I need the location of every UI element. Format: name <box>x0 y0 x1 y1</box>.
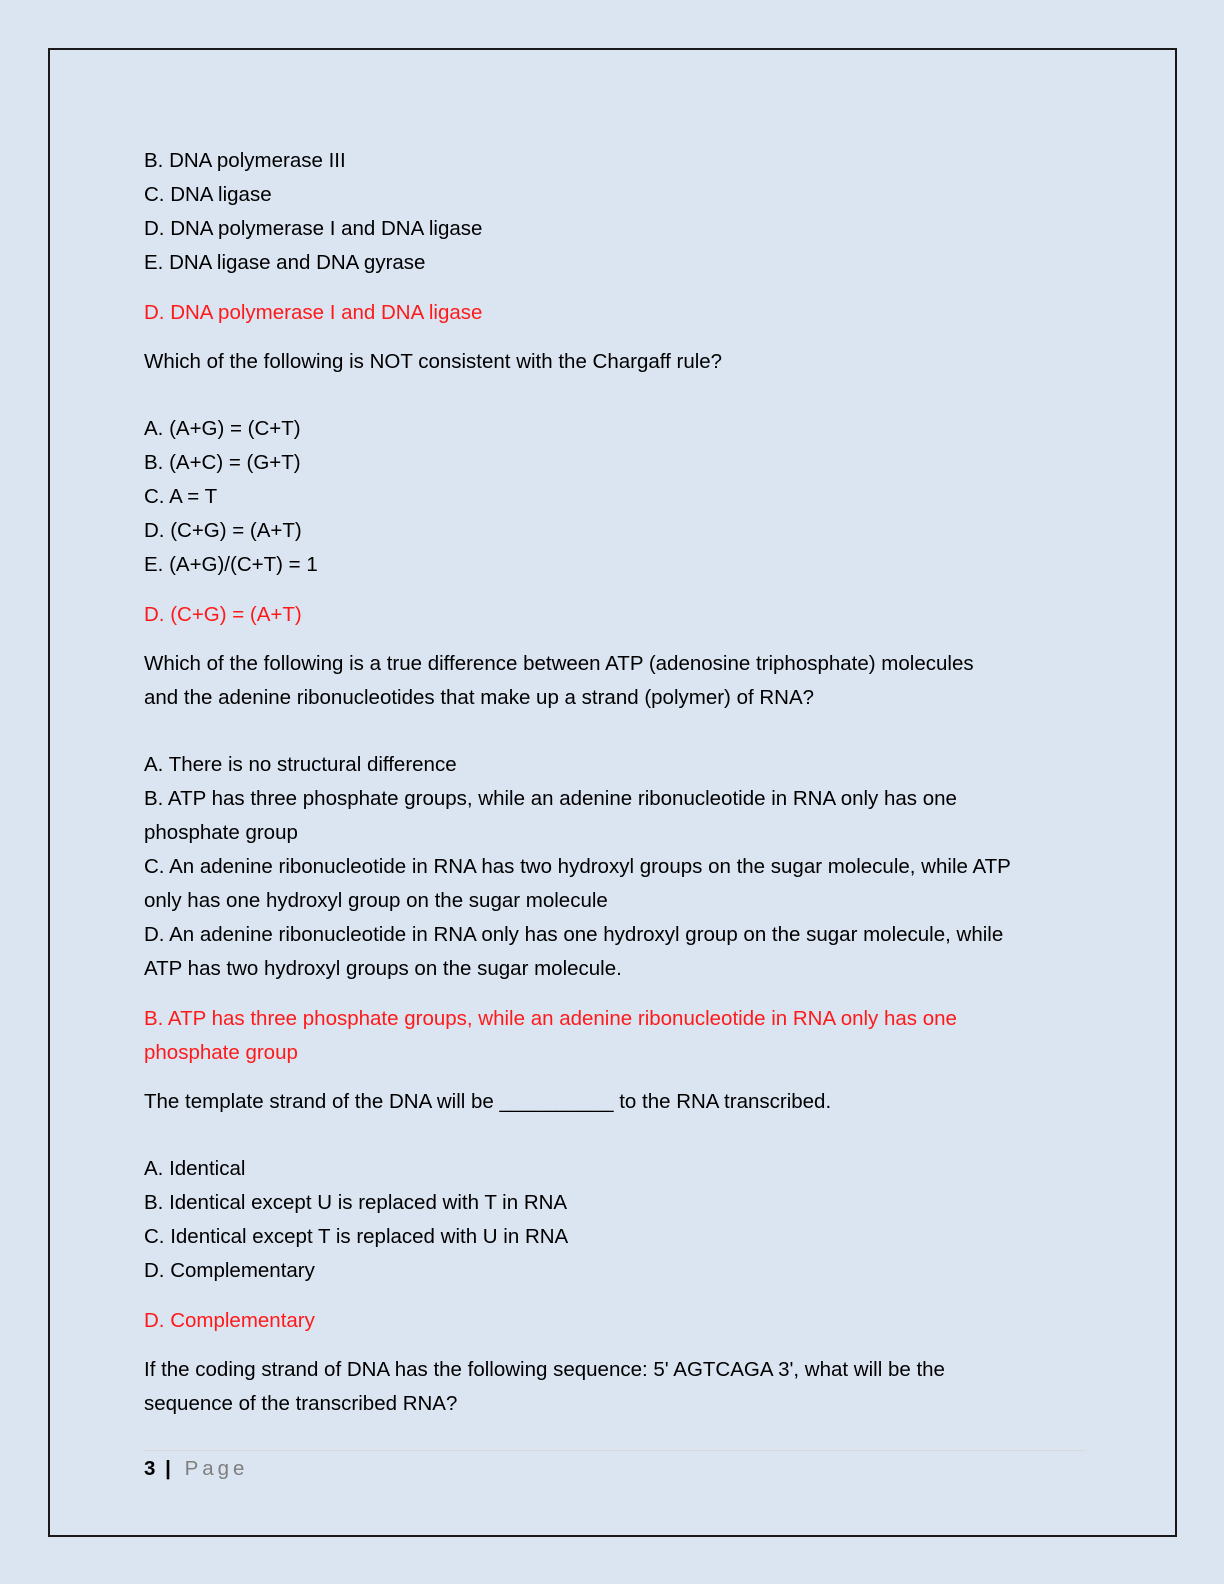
q3-option-b: B. ATP has three phosphate groups, while an adenine ribonucleotide in RNA only has one <box>144 787 957 810</box>
q2-option-c: C. A = T <box>144 485 218 508</box>
q3-option-c: C. An adenine ribonucleotide in RNA has two hydroxyl groups on the sugar molecule, while ATP <box>144 855 1011 878</box>
q3-option-b-cont: phosphate group <box>144 821 298 844</box>
q1-option-e: E. DNA ligase and DNA gyrase <box>144 251 426 274</box>
q1-answer: D. DNA polymerase I and DNA ligase <box>144 301 483 324</box>
q3-option-d: D. An adenine ribonucleotide in RNA only has one hydroxyl group on the sugar molecule, while <box>144 923 1004 946</box>
q2-question: Which of the following is NOT consistent with the Chargaff rule? <box>144 350 723 373</box>
q2-option-a: A. (A+G) = (C+T) <box>144 417 301 440</box>
q3-option-d-cont: ATP has two hydroxyl groups on the sugar molecule. <box>144 957 622 980</box>
q5-question-line-1: If the coding strand of DNA has the following sequence: 5' AGTCAGA 3', what will be the <box>144 1358 945 1381</box>
q2-options <box>144 412 1074 582</box>
q3-question <box>144 647 1074 715</box>
q2-option-d: D. (C+G) = (A+T) <box>144 519 302 542</box>
q3-question-line-1: Which of the following is a true difference between ATP (adenosine triphosphate) molecules <box>144 652 974 675</box>
q4-options <box>144 1152 1074 1288</box>
q3-options <box>144 748 1074 986</box>
q3-option-c-cont: only has one hydroxyl group on the sugar molecule <box>144 889 608 912</box>
page-number: 3 <box>144 1457 156 1480</box>
q2-answer: D. (C+G) = (A+T) <box>144 603 302 626</box>
q1-option-c: C. DNA ligase <box>144 183 272 206</box>
footer-divider <box>144 1450 1086 1451</box>
q5-question-line-2: sequence of the transcribed RNA? <box>144 1392 458 1415</box>
q4-option-a: A. Identical <box>144 1157 246 1180</box>
q3-option-a: A. There is no structural difference <box>144 753 457 776</box>
q3-answer <box>144 1002 1074 1070</box>
footer-separator: | <box>165 1457 171 1480</box>
q4-option-c: C. Identical except T is replaced with U in RNA <box>144 1225 569 1248</box>
q2-option-e: E. (A+G)/(C+T) = 1 <box>144 553 318 576</box>
page-footer <box>144 1454 248 1484</box>
q1-option-d: D. DNA polymerase I and DNA ligase <box>144 217 483 240</box>
q4-question: The template strand of the DNA will be __________ to the RNA transcribed. <box>144 1090 832 1113</box>
q4-answer: D. Complementary <box>144 1309 315 1332</box>
q3-answer-line-1: B. ATP has three phosphate groups, while an adenine ribonucleotide in RNA only has one <box>144 1007 957 1030</box>
q3-question-line-2: and the adenine ribonucleotides that make up a strand (polymer) of RNA? <box>144 686 815 709</box>
page-label: Page <box>184 1457 249 1480</box>
page-content <box>144 144 1074 1421</box>
q4-option-b: B. Identical except U is replaced with T in RNA <box>144 1191 568 1214</box>
q5-question <box>144 1353 1074 1421</box>
q4-option-d: D. Complementary <box>144 1259 315 1282</box>
q3-answer-line-2: phosphate group <box>144 1041 298 1064</box>
q1-options <box>144 144 1074 280</box>
q2-option-b: B. (A+C) = (G+T) <box>144 451 301 474</box>
q1-option-b: B. DNA polymerase III <box>144 149 346 172</box>
